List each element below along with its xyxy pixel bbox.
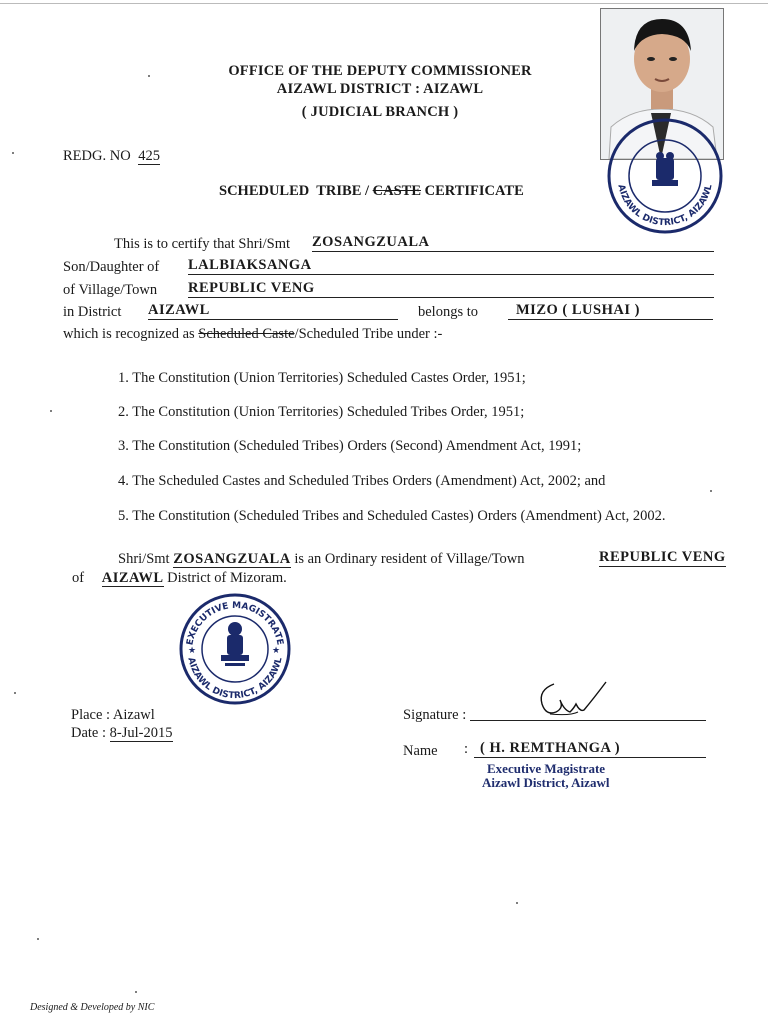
recognized-suffix: /Scheduled Tribe under :-: [294, 326, 443, 342]
officer-name: ( H. REMTHANGA ): [474, 740, 706, 758]
regd-number-row: [63, 148, 160, 165]
svg-text:★: ★: [272, 646, 281, 656]
resident-name: ZOSANGZUALA: [173, 551, 291, 567]
order-item: 3. The Constitution (Scheduled Tribes) Orders (Second) Amendment Act, 1991;: [118, 438, 582, 454]
scan-speck: [516, 902, 518, 904]
village-value: REPUBLIC VENG: [188, 280, 714, 298]
district-heading: AIZAWL DISTRICT : AIZAWL: [276, 81, 484, 97]
date-value: 8-Jul-2015: [109, 725, 173, 741]
order-item: 5. The Constitution (Scheduled Tribes and Scheduled Castes) Orders (Amendment) Act, 2002.: [118, 508, 666, 524]
scan-speck: [14, 692, 16, 694]
resident-of: of: [72, 570, 85, 586]
signature-label: Signature :: [403, 707, 467, 723]
recognized-prefix: which is recognized as: [63, 326, 199, 342]
scan-speck: [148, 75, 150, 77]
recognized-line: [63, 326, 442, 343]
certificate-title: [219, 183, 524, 200]
place-line: Place : Aizawl: [71, 707, 155, 723]
date-label: Date :: [71, 725, 110, 741]
resident-middle: is an Ordinary resident of Village/Town: [294, 551, 525, 567]
holder-name: ZOSANGZUALA: [312, 234, 714, 252]
svg-text:EXECUTIVE MAGISTRATE: EXECUTIVE MAGISTRATE: [185, 600, 285, 647]
scan-speck: [50, 410, 52, 412]
scan-speck: [37, 938, 39, 940]
parent-name: LALBIAKSANGA: [188, 257, 714, 275]
scan-speck: [12, 152, 14, 154]
date-line: [71, 725, 173, 742]
scan-speck: [710, 490, 712, 492]
district-label: in District: [63, 304, 122, 320]
regd-label: REDG. NO: [63, 148, 131, 164]
svg-text:AIZAWL DISTRICT, AIZAWL: AIZAWL DISTRICT, AIZAWL: [185, 656, 285, 702]
parent-label: Son/Daughter of: [63, 259, 160, 275]
executive-magistrate-seal: [174, 593, 296, 705]
district-seal-top: [604, 118, 726, 234]
recognized-struck: Scheduled Caste: [198, 326, 295, 342]
district-value: AIZAWL: [148, 302, 398, 320]
resident-suffix: District of Mizoram.: [167, 570, 287, 586]
tribe-value: MIZO ( LUSHAI ): [508, 302, 713, 320]
designation-line-1: Executive Magistrate: [487, 761, 606, 776]
title-prefix: SCHEDULED TRIBE /: [219, 183, 373, 199]
regd-number: 425: [138, 148, 161, 164]
svg-text:AIZAWL DISTRICT, AIZAWL: AIZAWL DISTRICT, AIZAWL: [615, 183, 715, 229]
name-colon: :: [464, 741, 469, 757]
branch-heading: ( JUDICIAL BRANCH ): [301, 104, 459, 120]
name-label: Name: [403, 743, 438, 759]
order-item: 4. The Scheduled Castes and Scheduled Tribes Orders (Amendment) Act, 2002; and: [118, 473, 606, 489]
resident-line: [118, 551, 525, 568]
resident-village: REPUBLIC VENG: [599, 549, 726, 565]
credit-footer: Designed & Developed by NIC: [30, 1002, 155, 1013]
resident-prefix: Shri/Smt: [118, 551, 170, 567]
scan-speck: [135, 991, 137, 993]
office-heading: OFFICE OF THE DEPUTY COMMISSIONER: [228, 63, 532, 79]
resident-district: AIZAWL: [101, 570, 164, 586]
cert-line-name: [114, 236, 290, 253]
svg-text:★: ★: [188, 646, 197, 656]
village-label: of Village/Town: [63, 282, 158, 298]
order-item: 2. The Constitution (Union Territories) Scheduled Tribes Order, 1951;: [118, 404, 525, 420]
certify-label: This is to certify that Shri/Smt: [114, 236, 291, 252]
designation-line-2: Aizawl District, Aizawl: [482, 775, 610, 790]
title-struck-word: CASTE: [372, 183, 421, 199]
title-suffix: CERTIFICATE: [421, 183, 524, 199]
resident-line-2: [72, 570, 287, 587]
order-item: 1. The Constitution (Union Territories) Scheduled Castes Order, 1951;: [118, 370, 526, 386]
top-border-line: [0, 3, 768, 4]
handwritten-signature: [530, 678, 610, 724]
belongs-label: belongs to: [418, 304, 479, 320]
